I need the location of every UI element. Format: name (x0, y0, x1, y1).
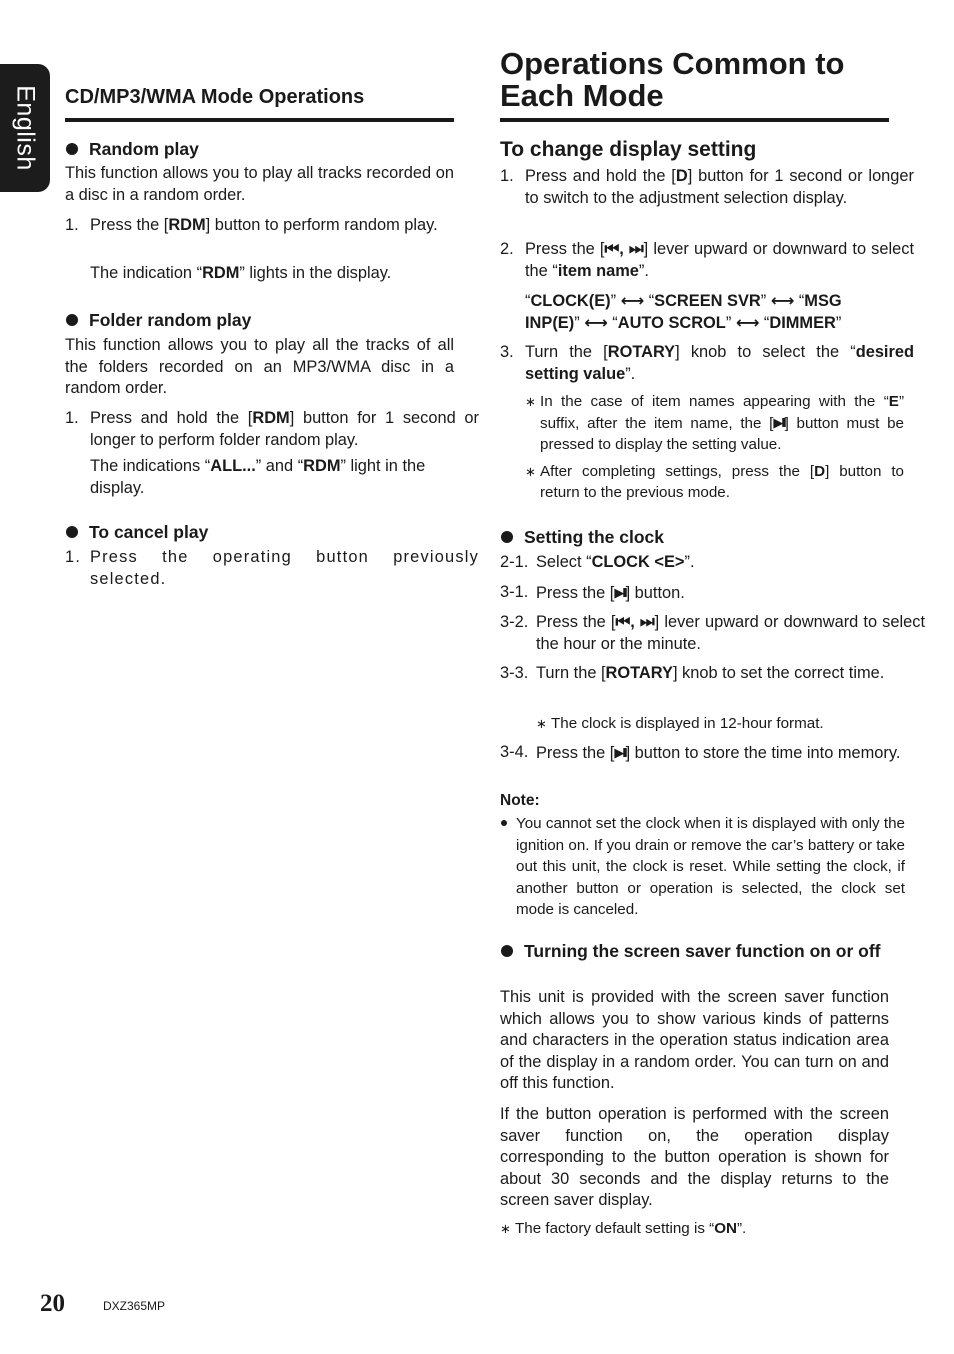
screen-saver-default-note: ∗ The factory default setting is “ON”. (500, 1220, 747, 1237)
clock-step-2-1: 2-1. Select “CLOCK <E>”. (500, 553, 695, 571)
clock-step-3-3: 3-3. Turn the [ROTARY] knob to set the correct time. (500, 664, 885, 682)
display-step-1: 1. Press and hold the [D] button for 1 second or longer to switch to the adjustment selection display. (500, 167, 914, 207)
display-step-2: 2. Press the [⏮, ⏭] lever upward or downward to select the “item name”. (500, 240, 914, 280)
title-rule (500, 118, 889, 122)
bullet-icon (501, 820, 507, 826)
clock-note: You cannot set the clock when it is displayed with only the ignition on. If you drain or remove the car’s battery or take out this unit, the clock is reset. While setting the clock, if another button or operation is selected, the clock set mode is canceled. (500, 813, 905, 921)
bullet-icon (501, 531, 513, 543)
bullet-icon (66, 143, 78, 155)
display-setting-heading: To change display setting (500, 138, 757, 161)
bullet-icon (66, 526, 78, 538)
screen-saver-p2: If the button operation is performed with the screen saver function on, the operation display corresponding to the button operation is shown for about 30 seconds and the display returns to the screen saver display. (500, 1105, 889, 1210)
prev-next-icon: ⏮, ⏭ (604, 240, 644, 258)
note-label: Note: (500, 792, 540, 809)
play-pause-icon: ▶II (614, 585, 626, 600)
bullet-icon (66, 314, 78, 326)
prev-next-icon: ⏮, ⏭ (615, 613, 655, 631)
display-note-1: ∗ In the case of item names appearing with the “E” suffix, after the item name, the [▶II] button must be pressed to display the setting value. (525, 393, 904, 453)
language-tab (0, 64, 50, 192)
model-number: DXZ365MP (103, 1299, 166, 1313)
random-play-indication: The indication “RDM” lights in the display. (90, 264, 392, 282)
play-pause-icon: ▶II (614, 745, 626, 760)
folder-random-step-1: 1. Press and hold the [RDM] button for 1 second or longer to perform folder random play. (65, 409, 479, 449)
play-pause-icon: ▶II (773, 415, 785, 430)
random-play-heading: Random play (65, 139, 478, 160)
language-tab-label: English (11, 85, 40, 171)
section-rule (65, 118, 454, 122)
bidirectional-arrow-icon: ⟷ (735, 314, 760, 332)
clock-heading: Setting the clock (500, 527, 913, 548)
folder-random-intro: This function allows you to play all the tracks of all the folders recorded on an MP3/WMA disc in a random order. (65, 336, 454, 398)
item-name-cycle: “CLOCK(E)” ⟷ “SCREEN SVR” ⟷ “MSG INP(E)” ⟷ “AUTO SCROL” ⟷ “DIMMER” (525, 292, 842, 332)
bidirectional-arrow-icon: ⟷ (620, 292, 645, 310)
clock-step-3-1: 3-1. Press the [▶II] button. (500, 583, 685, 602)
bullet-icon (501, 945, 513, 957)
section-title: CD/MP3/WMA Mode Operations (65, 86, 365, 108)
random-play-step-1: 1. Press the [RDM] button to perform random play. (65, 216, 438, 234)
screen-saver-p1: This unit is provided with the screen saver function which allows you to show various kinds of patterns and characters in the operation status indication area of the display in a random order. You can turn on and off this function. (500, 988, 889, 1093)
display-note-2: ∗ After completing settings, press the [D] button to return to the previous mode. (525, 463, 904, 501)
cancel-play-heading: To cancel play (65, 522, 478, 543)
folder-random-heading: Folder random play (65, 310, 478, 331)
page-number: 20 (40, 1290, 65, 1317)
cancel-play-step-1: 1. Press the operating button previously selected. (65, 548, 479, 588)
folder-random-indication: The indications “ALL...” and “RDM” light in the display. (90, 457, 426, 497)
bidirectional-arrow-icon: ⟷ (770, 292, 795, 310)
random-play-intro: This function allows you to play all tracks recorded on a disc in a random order. (65, 164, 454, 204)
bidirectional-arrow-icon: ⟷ (584, 314, 608, 332)
clock-format-note: ∗ The clock is displayed in 12-hour format. (536, 715, 824, 732)
page-title: Operations Common to Each Mode (500, 46, 845, 113)
screen-saver-heading: Turning the screen saver function on or off (500, 941, 913, 962)
clock-step-3-2: 3-2. Press the [⏮, ⏭] lever upward or downward to select the hour or the minute. (500, 613, 925, 653)
clock-step-3-4: 3-4. Press the [▶II] button to store the time into memory. (500, 743, 901, 762)
display-step-3: 3. Turn the [ROTARY] knob to select the “desired setting value”. (500, 343, 914, 383)
